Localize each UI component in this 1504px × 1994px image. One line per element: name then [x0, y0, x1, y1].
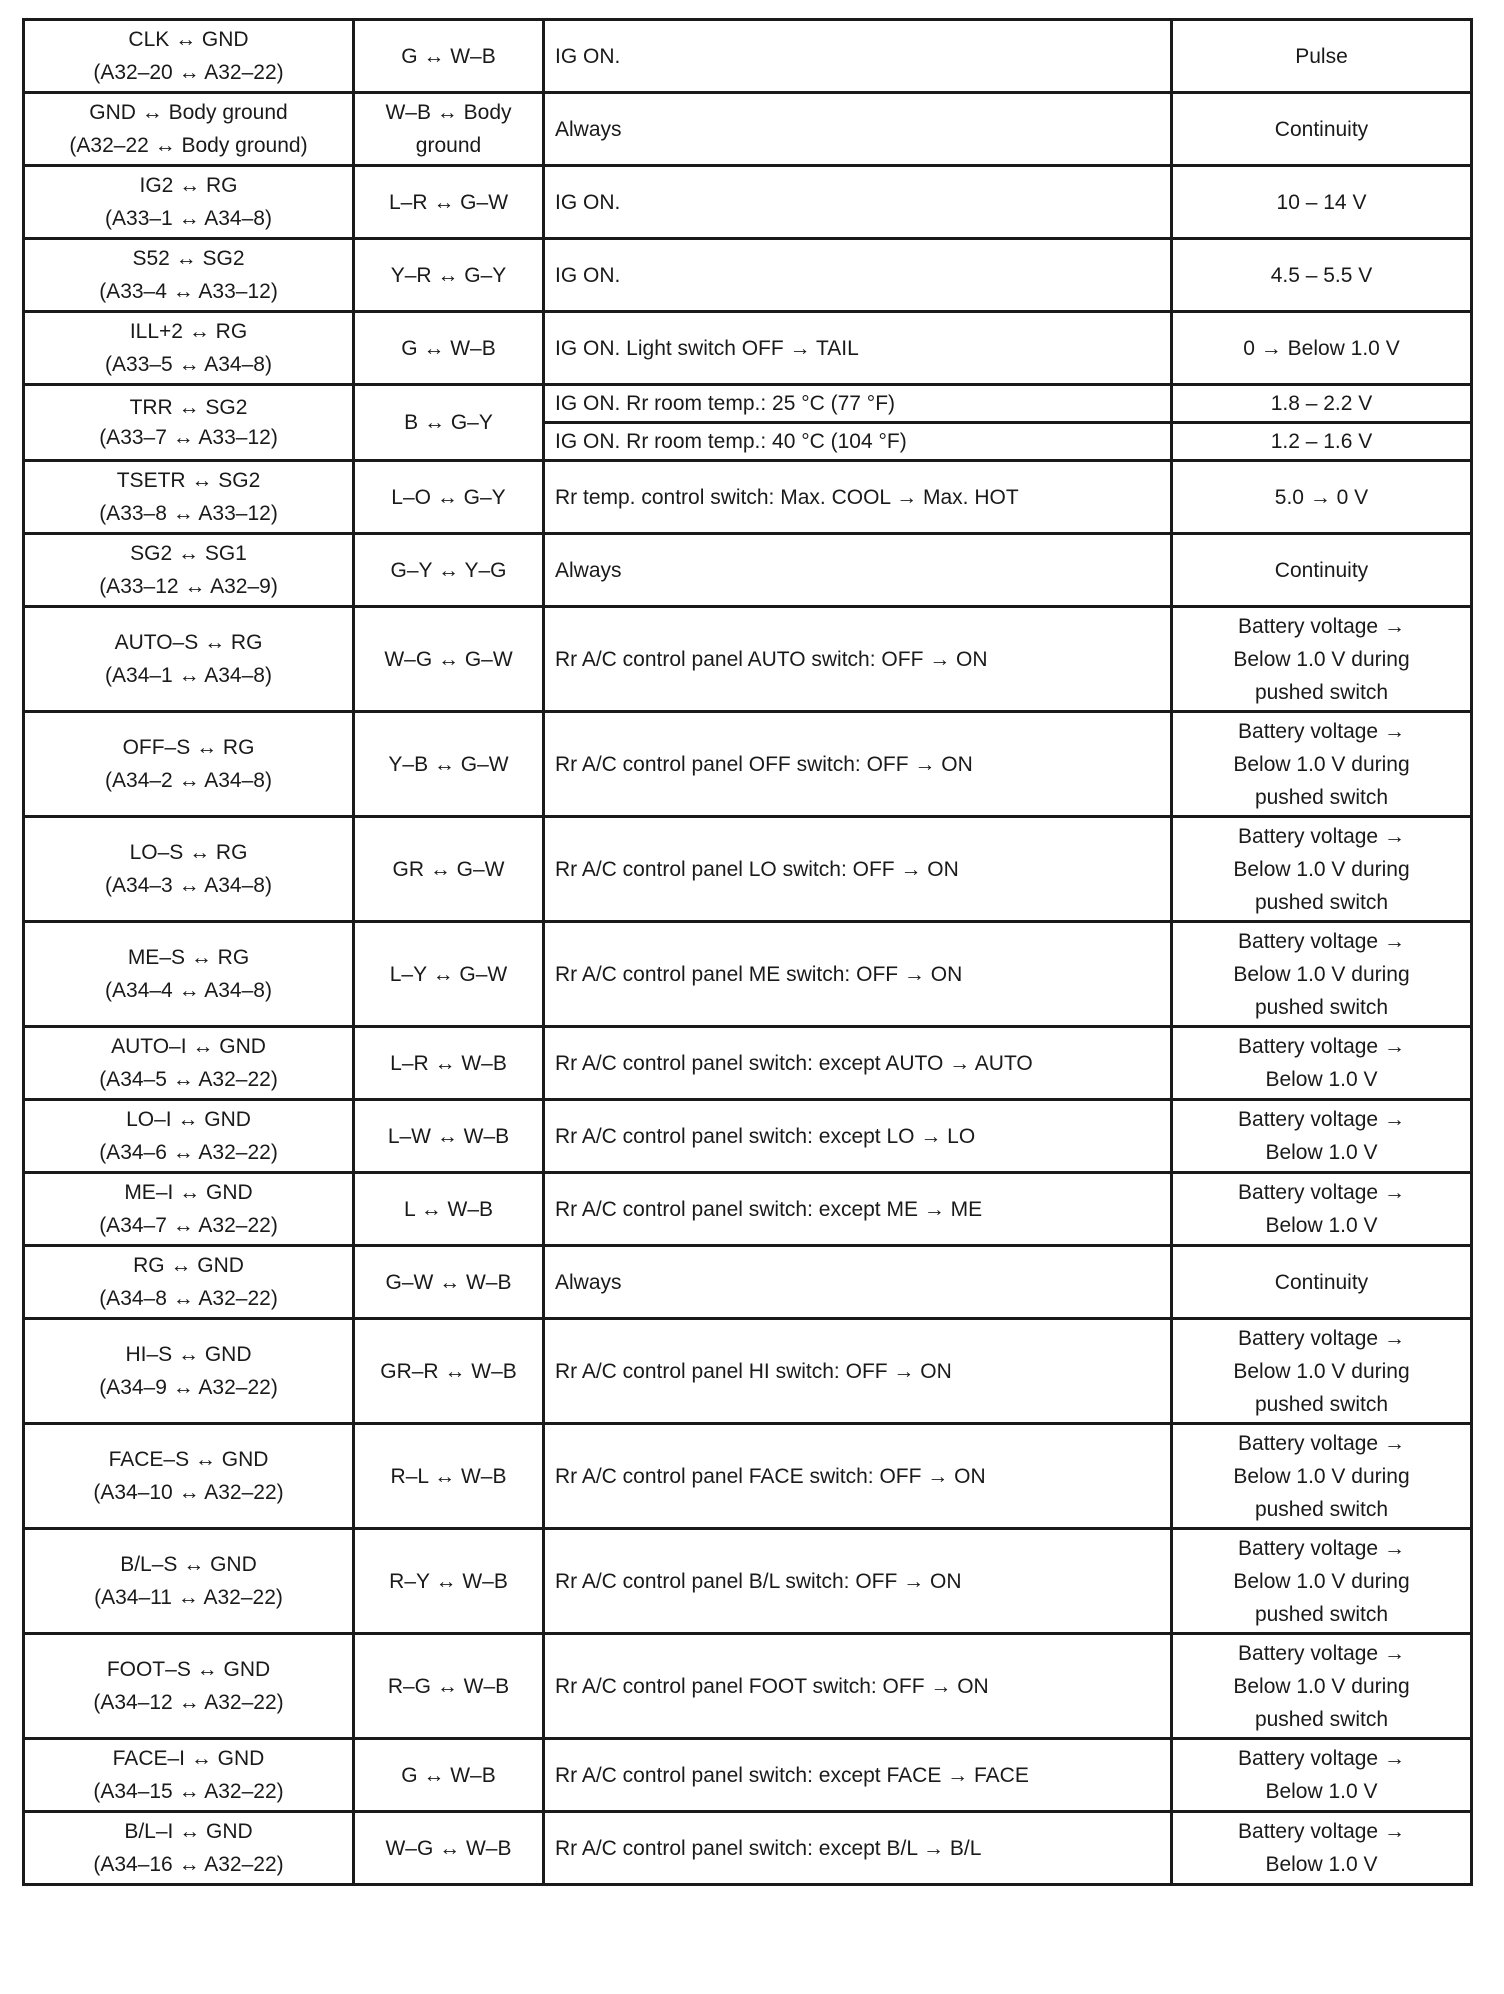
table-row: [24, 1634, 1472, 1739]
cell-line: OFF–S ↔ RG: [122, 736, 255, 759]
cell-line: (A34–4 ↔ A34–8): [105, 979, 272, 1002]
cell-line: Below 1.0 V: [1265, 1214, 1378, 1237]
wiring-color-cell: [354, 166, 544, 239]
cell-line: (A32–20 ↔ A32–22): [93, 61, 284, 84]
cell-line: Battery voltage →: [1238, 824, 1405, 848]
specified-condition-cell: [1172, 1027, 1472, 1100]
cell-line: Battery voltage →: [1238, 1536, 1405, 1560]
cell-line: R–G ↔ W–B: [387, 1674, 510, 1698]
specified-condition-cell: [1172, 922, 1472, 1027]
specified-condition-cell: [1172, 1529, 1472, 1634]
cell-line: Battery voltage →: [1238, 1431, 1405, 1455]
cell-line: TSETR ↔ SG2: [116, 469, 261, 492]
cell-line: HI–S ↔ GND: [125, 1343, 252, 1366]
cell-line: 10 – 14 V: [1276, 190, 1367, 214]
wiring-color-cell: [354, 712, 544, 817]
cell-line: RG ↔ GND: [133, 1254, 244, 1277]
specified-condition-cell: [1172, 534, 1472, 607]
condition-cell: Always: [544, 1246, 1172, 1319]
terminal-cell: [24, 1100, 354, 1173]
cell-line: (A33–7 ↔ A33–12): [99, 425, 278, 449]
cell-line: Below 1.0 V during: [1233, 1359, 1410, 1383]
cell-line: (A34–12 ↔ A32–22): [93, 1691, 284, 1714]
cell-line: Below 1.0 V: [1265, 1780, 1378, 1803]
cell-line: (A32–22 ↔ Body ground): [69, 134, 308, 157]
cell-line: pushed switch: [1254, 1707, 1389, 1731]
terminal-cell: [24, 1319, 354, 1424]
table-row: [24, 1529, 1472, 1634]
cell-line: 1.8 – 2.2 V: [1270, 391, 1373, 415]
cell-line: (A34–10 ↔ A32–22): [93, 1481, 284, 1504]
cell-line: Y–B ↔ G–W: [388, 752, 509, 776]
condition-cell: Always: [544, 93, 1172, 166]
condition-cell: IG ON.: [544, 239, 1172, 312]
cell-line: Battery voltage →: [1238, 1108, 1405, 1131]
cell-line: pushed switch: [1254, 680, 1389, 704]
table-row: [24, 239, 1472, 312]
specified-condition-cell: [1172, 423, 1472, 461]
cell-line: pushed switch: [1254, 995, 1389, 1019]
cell-line: S52 ↔ SG2: [132, 247, 245, 270]
table-row: [24, 166, 1472, 239]
cell-line: L ↔ W–B: [403, 1197, 494, 1221]
cell-line: (A33–8 ↔ A33–12): [99, 502, 278, 525]
cell-line: AUTO–I ↔ GND: [111, 1035, 266, 1058]
table-row: [24, 607, 1472, 712]
terminal-cell: [24, 817, 354, 922]
cell-line: (A34–9 ↔ A32–22): [99, 1376, 278, 1399]
specified-condition-cell: [1172, 1246, 1472, 1319]
cell-line: GR ↔ G–W: [392, 857, 505, 881]
cell-line: B/L–S ↔ GND: [120, 1553, 257, 1576]
table-row: [24, 1027, 1472, 1100]
cell-line: IG2 ↔ RG: [139, 174, 238, 197]
table-row: [24, 1739, 1472, 1812]
cell-line: pushed switch: [1254, 1392, 1389, 1416]
cell-line: (A34–15 ↔ A32–22): [93, 1780, 284, 1803]
cell-line: FACE–S ↔ GND: [108, 1448, 269, 1471]
cell-line: L–R ↔ G–W: [388, 190, 509, 214]
wiring-color-cell: [354, 1739, 544, 1812]
specified-condition-cell: [1172, 461, 1472, 534]
cell-line: ME–S ↔ RG: [127, 946, 250, 969]
condition-cell: Rr A/C control panel HI switch: OFF → ON: [544, 1319, 1172, 1424]
specified-condition-cell: [1172, 93, 1472, 166]
cell-line: Below 1.0 V during: [1233, 1674, 1410, 1698]
wiring-color-cell: [354, 1100, 544, 1173]
cell-line: L–W ↔ W–B: [387, 1124, 510, 1148]
wiring-color-cell: [354, 239, 544, 312]
cell-line: LO–I ↔ GND: [126, 1108, 251, 1131]
cell-line: ILL+2 ↔ RG: [129, 320, 248, 343]
terminal-cell: [24, 1246, 354, 1319]
wiring-color-cell: [354, 1246, 544, 1319]
cell-line: Below 1.0 V during: [1233, 647, 1410, 671]
table-row: [24, 1424, 1472, 1529]
terminal-cell: [24, 93, 354, 166]
wiring-color-cell: [354, 1173, 544, 1246]
cell-line: Battery voltage →: [1238, 1326, 1405, 1350]
wiring-color-cell: [354, 93, 544, 166]
table-row: [24, 1173, 1472, 1246]
cell-line: AUTO–S ↔ RG: [114, 631, 263, 654]
cell-line: R–Y ↔ W–B: [389, 1569, 508, 1593]
table-row: [24, 461, 1472, 534]
cell-line: Below 1.0 V: [1265, 1141, 1378, 1164]
cell-line: (A34–7 ↔ A32–22): [99, 1214, 278, 1237]
condition-cell: Rr A/C control panel switch: except FACE → FACE: [544, 1739, 1172, 1812]
terminal-cell: [24, 1634, 354, 1739]
table-row: [24, 385, 1472, 423]
terminal-cell: [24, 1027, 354, 1100]
terminal-cell: [24, 385, 354, 461]
terminal-cell: [24, 461, 354, 534]
cell-line: (A34–6 ↔ A32–22): [99, 1141, 278, 1164]
condition-cell: Always: [544, 534, 1172, 607]
cell-line: Battery voltage →: [1238, 719, 1405, 743]
cell-line: B/L–I ↔ GND: [124, 1820, 253, 1843]
table-row: [24, 817, 1472, 922]
cell-line: Y–R ↔ G–Y: [390, 263, 507, 287]
terminal-cell: [24, 1812, 354, 1885]
cell-line: (A34–16 ↔ A32–22): [93, 1853, 284, 1876]
specified-condition-cell: [1172, 385, 1472, 423]
specified-condition-cell: [1172, 312, 1472, 385]
terminal-cell: [24, 922, 354, 1027]
cell-line: Below 1.0 V during: [1233, 857, 1410, 881]
cell-line: (A34–5 ↔ A32–22): [99, 1068, 278, 1091]
cell-line: R–L ↔ W–B: [390, 1464, 507, 1488]
terminal-inspection-sheet: [22, 18, 1470, 1886]
cell-line: (A34–11 ↔ A32–22): [94, 1586, 283, 1609]
specified-condition-cell: [1172, 1173, 1472, 1246]
cell-line: Battery voltage →: [1238, 614, 1405, 638]
table-row: [24, 1100, 1472, 1173]
cell-line: SG2 ↔ SG1: [130, 542, 247, 565]
terminal-cell: [24, 312, 354, 385]
cell-line: FOOT–S ↔ GND: [106, 1658, 271, 1681]
terminal-cell: [24, 1424, 354, 1529]
condition-cell: Rr A/C control panel switch: except AUTO → AUTO: [544, 1027, 1172, 1100]
cell-line: (A33–4 ↔ A33–12): [99, 280, 278, 303]
terminal-cell: [24, 20, 354, 93]
specified-condition-cell: [1172, 1739, 1472, 1812]
condition-cell: Rr temp. control switch: Max. COOL → Max. HOT: [544, 461, 1172, 534]
cell-line: 4.5 – 5.5 V: [1270, 263, 1373, 287]
cell-line: L–O ↔ G–Y: [391, 485, 506, 509]
cell-line: W–G ↔ G–W: [384, 647, 513, 671]
specified-condition-cell: [1172, 712, 1472, 817]
condition-cell: IG ON. Rr room temp.: 40 °C (104 °F): [544, 423, 1172, 461]
specified-condition-cell: [1172, 1424, 1472, 1529]
cell-line: pushed switch: [1254, 1497, 1389, 1521]
cell-line: Below 1.0 V during: [1233, 962, 1410, 986]
cell-line: B ↔ G–Y: [404, 410, 493, 434]
condition-cell: IG ON. Rr room temp.: 25 °C (77 °F): [544, 385, 1172, 423]
cell-line: Battery voltage →: [1238, 1747, 1405, 1770]
cell-line: Pulse: [1295, 44, 1348, 68]
terminal-cell: [24, 1173, 354, 1246]
cell-line: Below 1.0 V during: [1233, 1569, 1410, 1593]
cell-line: G–Y ↔ Y–G: [390, 558, 507, 582]
condition-cell: Rr A/C control panel FOOT switch: OFF → ON: [544, 1634, 1172, 1739]
wiring-color-cell: [354, 20, 544, 93]
cell-line: LO–S ↔ RG: [129, 841, 248, 864]
table-row: [24, 20, 1472, 93]
table-row: [24, 534, 1472, 607]
cell-line: G–W ↔ W–B: [385, 1270, 512, 1294]
wiring-color-cell: [354, 607, 544, 712]
table-row: [24, 93, 1472, 166]
cell-line: pushed switch: [1254, 785, 1389, 809]
cell-line: ground: [415, 134, 482, 157]
terminal-cell: [24, 712, 354, 817]
specified-condition-cell: [1172, 239, 1472, 312]
condition-cell: Rr A/C control panel LO switch: OFF → ON: [544, 817, 1172, 922]
wiring-color-cell: [354, 1027, 544, 1100]
condition-cell: IG ON.: [544, 20, 1172, 93]
cell-line: Battery voltage →: [1238, 1641, 1405, 1665]
cell-line: CLK ↔ GND: [128, 28, 249, 51]
cell-line: pushed switch: [1254, 890, 1389, 914]
wiring-color-cell: [354, 1529, 544, 1634]
cell-line: Continuity: [1274, 1270, 1369, 1294]
cell-line: Battery voltage →: [1238, 1820, 1405, 1843]
wiring-color-cell: [354, 534, 544, 607]
table-row: [24, 1246, 1472, 1319]
cell-line: Continuity: [1274, 117, 1369, 141]
cell-line: TRR ↔ SG2: [129, 395, 248, 419]
wiring-color-cell: [354, 1319, 544, 1424]
wiring-color-cell: [354, 385, 544, 461]
cell-line: (A34–3 ↔ A34–8): [105, 874, 272, 897]
wiring-color-cell: [354, 1424, 544, 1529]
cell-line: G ↔ W–B: [401, 44, 496, 68]
cell-line: 0 → Below 1.0 V: [1243, 336, 1400, 360]
table-row: [24, 922, 1472, 1027]
cell-line: pushed switch: [1254, 1602, 1389, 1626]
specified-condition-cell: [1172, 1812, 1472, 1885]
cell-line: Battery voltage →: [1238, 1035, 1405, 1058]
condition-cell: Rr A/C control panel switch: except B/L → B/L: [544, 1812, 1172, 1885]
cell-line: Below 1.0 V during: [1233, 752, 1410, 776]
specified-condition-cell: [1172, 20, 1472, 93]
wiring-color-cell: [354, 817, 544, 922]
table-row: [24, 312, 1472, 385]
specified-condition-cell: [1172, 1634, 1472, 1739]
cell-line: Continuity: [1274, 558, 1369, 582]
wiring-color-cell: [354, 922, 544, 1027]
cell-line: W–G ↔ W–B: [385, 1836, 512, 1860]
cell-line: GR–R ↔ W–B: [380, 1359, 517, 1383]
specified-condition-cell: [1172, 817, 1472, 922]
condition-cell: Rr A/C control panel switch: except ME → ME: [544, 1173, 1172, 1246]
wiring-color-cell: [354, 461, 544, 534]
terminal-cell: [24, 1739, 354, 1812]
condition-cell: Rr A/C control panel OFF switch: OFF → ON: [544, 712, 1172, 817]
cell-line: Battery voltage →: [1238, 1181, 1405, 1204]
cell-line: Below 1.0 V during: [1233, 1464, 1410, 1488]
terminal-cell: [24, 534, 354, 607]
terminal-cell: [24, 239, 354, 312]
cell-line: Below 1.0 V: [1265, 1068, 1378, 1091]
cell-line: (A33–12 ↔ A32–9): [99, 575, 278, 598]
cell-line: FACE–I ↔ GND: [112, 1747, 265, 1770]
condition-cell: Rr A/C control panel B/L switch: OFF → ON: [544, 1529, 1172, 1634]
condition-cell: Rr A/C control panel AUTO switch: OFF → ON: [544, 607, 1172, 712]
cell-line: 5.0 → 0 V: [1274, 485, 1369, 509]
wiring-color-cell: [354, 1634, 544, 1739]
cell-line: W–B ↔ Body: [385, 101, 512, 124]
specified-condition-cell: [1172, 1100, 1472, 1173]
table-body: [24, 20, 1472, 1885]
specified-condition-cell: [1172, 607, 1472, 712]
wiring-color-cell: [354, 312, 544, 385]
table-row: [24, 1319, 1472, 1424]
condition-cell: IG ON. Light switch OFF → TAIL: [544, 312, 1172, 385]
terminal-cell: [24, 1529, 354, 1634]
condition-cell: Rr A/C control panel ME switch: OFF → ON: [544, 922, 1172, 1027]
cell-line: 1.2 – 1.6 V: [1270, 429, 1373, 453]
cell-line: (A33–1 ↔ A34–8): [105, 207, 272, 230]
terminal-cell: [24, 166, 354, 239]
cell-line: (A34–1 ↔ A34–8): [105, 664, 272, 687]
cell-line: (A34–2 ↔ A34–8): [105, 769, 272, 792]
cell-line: G ↔ W–B: [401, 336, 496, 360]
terminal-inspection-table: [22, 18, 1473, 1886]
cell-line: Battery voltage →: [1238, 929, 1405, 953]
table-row: [24, 712, 1472, 817]
cell-line: L–Y ↔ G–W: [389, 962, 508, 986]
table-row: [24, 1812, 1472, 1885]
cell-line: (A33–5 ↔ A34–8): [105, 353, 272, 376]
cell-line: G ↔ W–B: [401, 1763, 496, 1787]
condition-cell: Rr A/C control panel FACE switch: OFF → ON: [544, 1424, 1172, 1529]
terminal-cell: [24, 607, 354, 712]
cell-line: ME–I ↔ GND: [124, 1181, 253, 1204]
condition-cell: IG ON.: [544, 166, 1172, 239]
cell-line: GND ↔ Body ground: [89, 101, 288, 124]
cell-line: (A34–8 ↔ A32–22): [99, 1287, 278, 1310]
wiring-color-cell: [354, 1812, 544, 1885]
specified-condition-cell: [1172, 1319, 1472, 1424]
specified-condition-cell: [1172, 166, 1472, 239]
cell-line: L–R ↔ W–B: [390, 1051, 507, 1075]
cell-line: Below 1.0 V: [1265, 1853, 1378, 1876]
condition-cell: Rr A/C control panel switch: except LO → LO: [544, 1100, 1172, 1173]
